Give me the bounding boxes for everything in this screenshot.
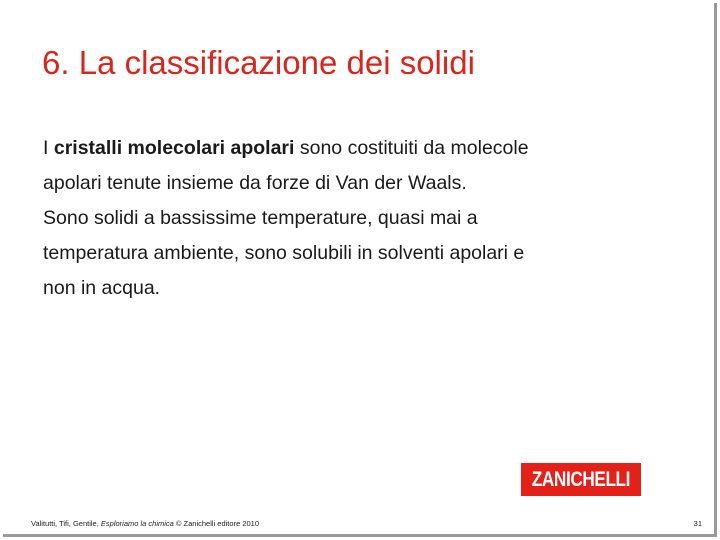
paragraph-line: temperatura ambiente, sono solubili in solventi apolari e (43, 242, 525, 264)
paragraph-line: apolari tenute insieme da forze di Van der Waals. (43, 172, 467, 194)
page-number: 31 (693, 519, 702, 528)
text-prefix: I (43, 137, 54, 159)
bold-term: cristalli molecolari apolari (53, 137, 295, 159)
paragraph-properties (43, 201, 673, 306)
zanichelli-logo (521, 463, 641, 496)
footer-credit (31, 519, 259, 528)
footer-book-title: Esploriamo la chimica (100, 519, 174, 528)
text-rest: sono costituiti da molecole (294, 137, 529, 159)
paragraph-molecular-crystals (43, 131, 673, 201)
slide-title: 6. La classificazione dei solidi (42, 44, 475, 81)
slide-body (43, 131, 673, 306)
paragraph-line: non in acqua. (43, 277, 161, 299)
paragraph-line: Sono solidi a bassissime temperature, quasi mai a (43, 207, 478, 229)
footer-publisher: © Zanichelli editore 2010 (173, 519, 260, 528)
paragraph-line (43, 131, 673, 166)
logo-text: ZANICHELLI (531, 467, 631, 491)
footer-authors: Valitutti, Tifi, Gentile, (31, 519, 101, 528)
